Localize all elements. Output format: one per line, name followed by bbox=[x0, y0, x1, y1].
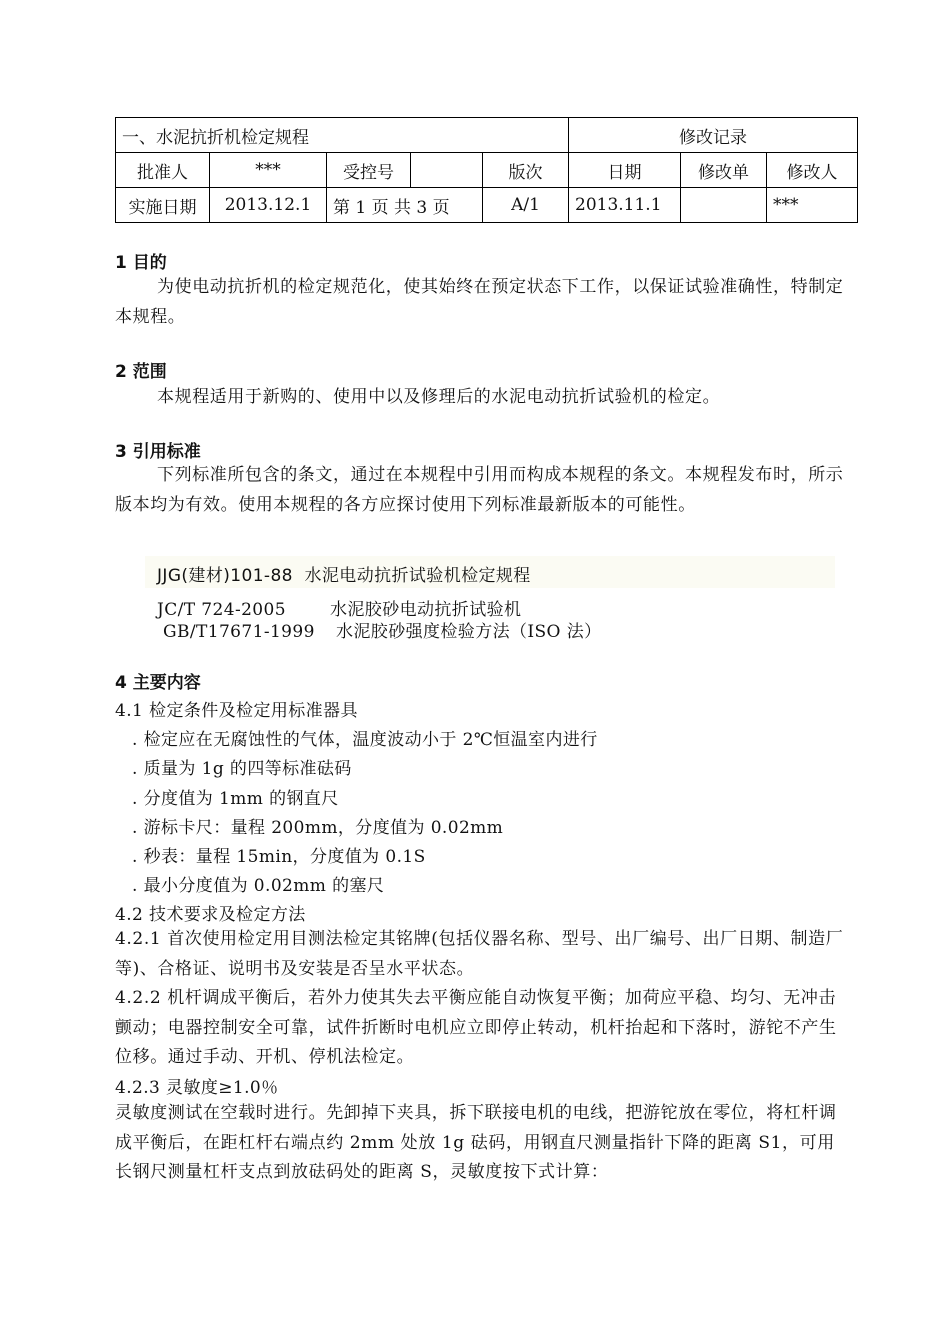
standard-name: 水泥胶砂电动抗折试验机 bbox=[330, 600, 522, 620]
section-2-heading: 2 范围 bbox=[115, 362, 167, 382]
approver-value: *** bbox=[210, 153, 327, 188]
section-3-body: 下列标准所包含的条文，通过在本规程中引用而构成本规程的条文。本规程发布时，所示版本均为有效。使用本规程的各方应探讨使用下列标准最新版本的可能性。 bbox=[115, 465, 844, 515]
version-value: A/1 bbox=[483, 188, 569, 223]
section-1-heading: 1 目的 bbox=[115, 253, 167, 273]
section-4-2-3-heading: 4.2.3 灵敏度≥1.0％ bbox=[115, 1078, 279, 1098]
revision-form bbox=[681, 188, 767, 223]
condition-item: . 分度值为 1mm 的钢直尺 bbox=[132, 789, 339, 809]
section-3-heading: 3 引用标准 bbox=[115, 442, 201, 462]
procedure-title: 一、水泥抗折机检定规程 bbox=[116, 118, 569, 153]
revision-date: 2013.11.1 bbox=[569, 188, 681, 223]
section-1-text bbox=[115, 272, 845, 332]
section-4-2-heading: 4.2 技术要求及检定方法 bbox=[115, 905, 306, 925]
revision-modifier: *** bbox=[767, 188, 858, 223]
standard-item bbox=[163, 617, 602, 642]
change-form-label: 修改单 bbox=[681, 153, 767, 188]
modifier-label: 修改人 bbox=[767, 153, 858, 188]
controlled-no-label: 受控号 bbox=[327, 153, 411, 188]
approver-label: 批准人 bbox=[116, 153, 210, 188]
effective-date-value: 2013.12.1 bbox=[210, 188, 327, 223]
version-label: 版次 bbox=[483, 153, 569, 188]
condition-item: . 秒表：量程 15min，分度值为 0.1S bbox=[132, 847, 426, 867]
effective-date-label: 实施日期 bbox=[116, 188, 210, 223]
standard-item bbox=[157, 561, 531, 586]
standard-name: 水泥胶砂强度检验方法（ISO 法） bbox=[336, 622, 602, 642]
section-4-1-heading: 4.1 检定条件及检定用标准器具 bbox=[115, 701, 358, 721]
section-2-body: 本规程适用于新购的、使用中以及修理后的水泥电动抗折试验机的检定。 bbox=[157, 387, 721, 407]
section-4-heading: 4 主要内容 bbox=[115, 673, 201, 693]
standard-code: JJG(建材)101-88 bbox=[157, 566, 293, 586]
condition-item: . 最小分度值为 0.02mm 的塞尺 bbox=[132, 876, 385, 896]
condition-item: . 游标卡尺：量程 200mm，分度值为 0.02mm bbox=[132, 818, 504, 838]
header-table bbox=[115, 117, 858, 223]
revision-record-label: 修改记录 bbox=[569, 118, 858, 153]
section-1-body: 为使电动抗折机的检定规范化，使其始终在预定状态下工作，以保证试验准确性，特制定本规程。 bbox=[115, 277, 844, 327]
page-info: 第 1 页 共 3 页 bbox=[327, 188, 483, 223]
controlled-no-value bbox=[411, 153, 483, 188]
standard-code: JC/T 724-2005 bbox=[157, 600, 286, 620]
standard-code: GB/T17671-1999 bbox=[163, 622, 315, 642]
condition-item: . 检定应在无腐蚀性的气体，温度波动小于 2℃恒温室内进行 bbox=[132, 730, 598, 750]
section-4-2-1: 4.2.1 首次使用检定用目测法检定其铭牌(包括仪器名称、型号、出厂编号、出厂日期、制造厂等)、合格证、说明书及安装是否呈水平状态。 bbox=[115, 929, 844, 979]
condition-item: . 质量为 1g 的四等标准砝码 bbox=[132, 759, 352, 779]
section-4-2-2: 4.2.2 机杆调成平衡后，若外力使其失去平衡应能自动恢复平衡；加荷应平稳、均匀、无冲击颤动；电器控制安全可靠，试件折断时电机应立即停止转动，机杆抬起和下落时，游铊不产生位移。通过手动、开机、停机法检定。 bbox=[115, 988, 837, 1067]
standard-name: 水泥电动抗折试验机检定规程 bbox=[304, 566, 531, 586]
date-label: 日期 bbox=[569, 153, 681, 188]
section-2-text bbox=[115, 382, 845, 412]
section-4-2-3-text: 灵敏度测试在空载时进行。先卸掉下夹具，拆下联接电机的电线，把游铊放在零位，将杠杆调成平衡后，在距杠杆右端点约 2mm 处放 1g 砝码，用钢直尺测量指针下降的距离 S1，可用长钢尺测量杠杆支点到放砝码处的距离 S，灵敏度按下式计算： bbox=[115, 1103, 837, 1182]
section-3-text bbox=[115, 460, 845, 520]
